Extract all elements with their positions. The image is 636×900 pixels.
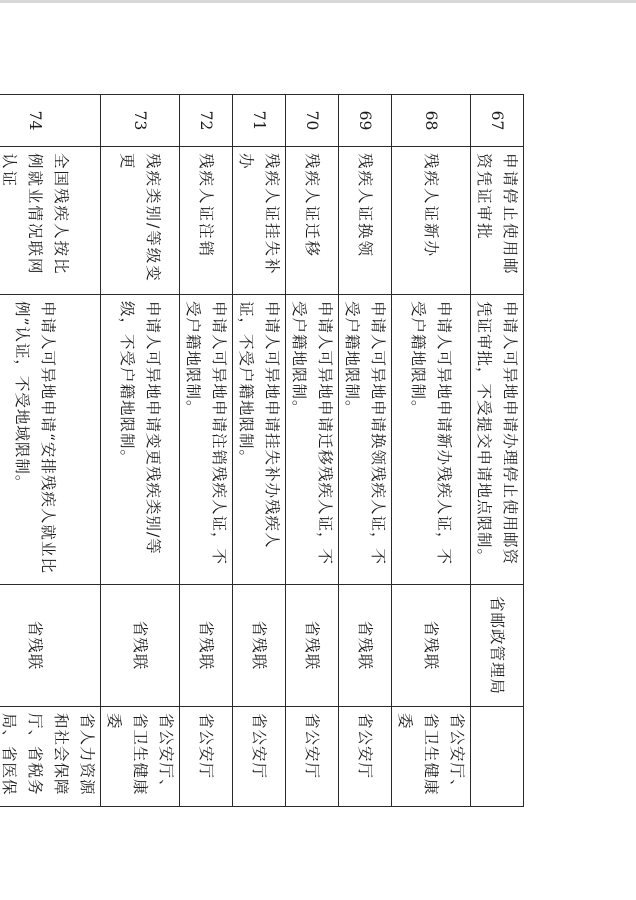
table-row bbox=[233, 95, 286, 807]
handling-rule: 申请人可异地申请变更残疾类别/等级，不受户籍地限制。 bbox=[101, 295, 180, 585]
item-name: 残疾人证挂失补办 bbox=[233, 147, 286, 295]
row-number: 69 bbox=[339, 95, 392, 147]
table-row bbox=[392, 95, 471, 807]
cooperating-departments: 省公安厅 bbox=[233, 707, 286, 807]
handling-rule: 申请人可异地申请办理停止使用邮资凭证审批，不受提交申请地点限制。 bbox=[471, 295, 524, 585]
responsible-department: 省残联 bbox=[101, 585, 180, 707]
responsible-department: 省残联 bbox=[233, 585, 286, 707]
cooperating-departments: 省人力资源和社会保障厅、省税务局、省医保 bbox=[0, 707, 101, 807]
handling-rule: 申请人可异地申请迁移残疾人证，不受户籍地限制。 bbox=[286, 295, 339, 585]
responsible-department: 省残联 bbox=[0, 585, 101, 707]
item-name: 残疾类别/等级变更 bbox=[101, 147, 180, 295]
row-number: 70 bbox=[286, 95, 339, 147]
item-name: 残疾人证新办 bbox=[392, 147, 471, 295]
item-name: 申请停止使用邮资凭证审批 bbox=[471, 147, 524, 295]
row-number: 67 bbox=[471, 95, 524, 147]
table-row bbox=[180, 95, 233, 807]
item-name: 残疾人证注销 bbox=[180, 147, 233, 295]
scan-edge bbox=[0, 0, 636, 3]
cooperating-departments: 省公安厅 bbox=[339, 707, 392, 807]
row-number: 71 bbox=[233, 95, 286, 147]
table-row bbox=[471, 95, 524, 807]
service-items-table bbox=[0, 94, 524, 807]
responsible-department: 省残联 bbox=[180, 585, 233, 707]
responsible-department: 省残联 bbox=[392, 585, 471, 707]
handling-rule: 申请人可异地申请注销残疾人证，不受户籍地限制。 bbox=[180, 295, 233, 585]
responsible-department: 省残联 bbox=[286, 585, 339, 707]
row-number: 72 bbox=[180, 95, 233, 147]
table-row bbox=[339, 95, 392, 807]
cooperating-departments: 省公安厅 bbox=[286, 707, 339, 807]
responsible-department: 省残联 bbox=[339, 585, 392, 707]
rotated-table-wrapper bbox=[0, 94, 524, 806]
row-number: 68 bbox=[392, 95, 471, 147]
table-row bbox=[286, 95, 339, 807]
handling-rule: 申请人可异地申请新办残疾人证，不受户籍地限制。 bbox=[392, 295, 471, 585]
handling-rule: 申请人可异地申请“安排残疾人就业比例”认证，不受地域限制。 bbox=[0, 295, 101, 585]
row-number: 74 bbox=[0, 95, 101, 147]
item-name: 全国残疾人按比例就业情况联网认证 bbox=[0, 147, 101, 295]
handling-rule: 申请人可异地申请换领残疾人证，不受户籍地限制。 bbox=[339, 295, 392, 585]
cooperating-departments: 省公安厅、省卫生健康委 bbox=[101, 707, 180, 807]
handling-rule: 申请人可异地申请挂失补办残疾人证，不受户籍地限制。 bbox=[233, 295, 286, 585]
item-name: 残疾人证换领 bbox=[339, 147, 392, 295]
responsible-department: 省邮政管理局 bbox=[471, 585, 524, 707]
row-number: 73 bbox=[101, 95, 180, 147]
item-name: 残疾人证迁移 bbox=[286, 147, 339, 295]
table-row bbox=[0, 95, 101, 807]
cooperating-departments bbox=[471, 707, 524, 807]
cooperating-departments: 省公安厅、省卫生健康委 bbox=[392, 707, 471, 807]
table-row bbox=[101, 95, 180, 807]
cooperating-departments: 省公安厅 bbox=[180, 707, 233, 807]
